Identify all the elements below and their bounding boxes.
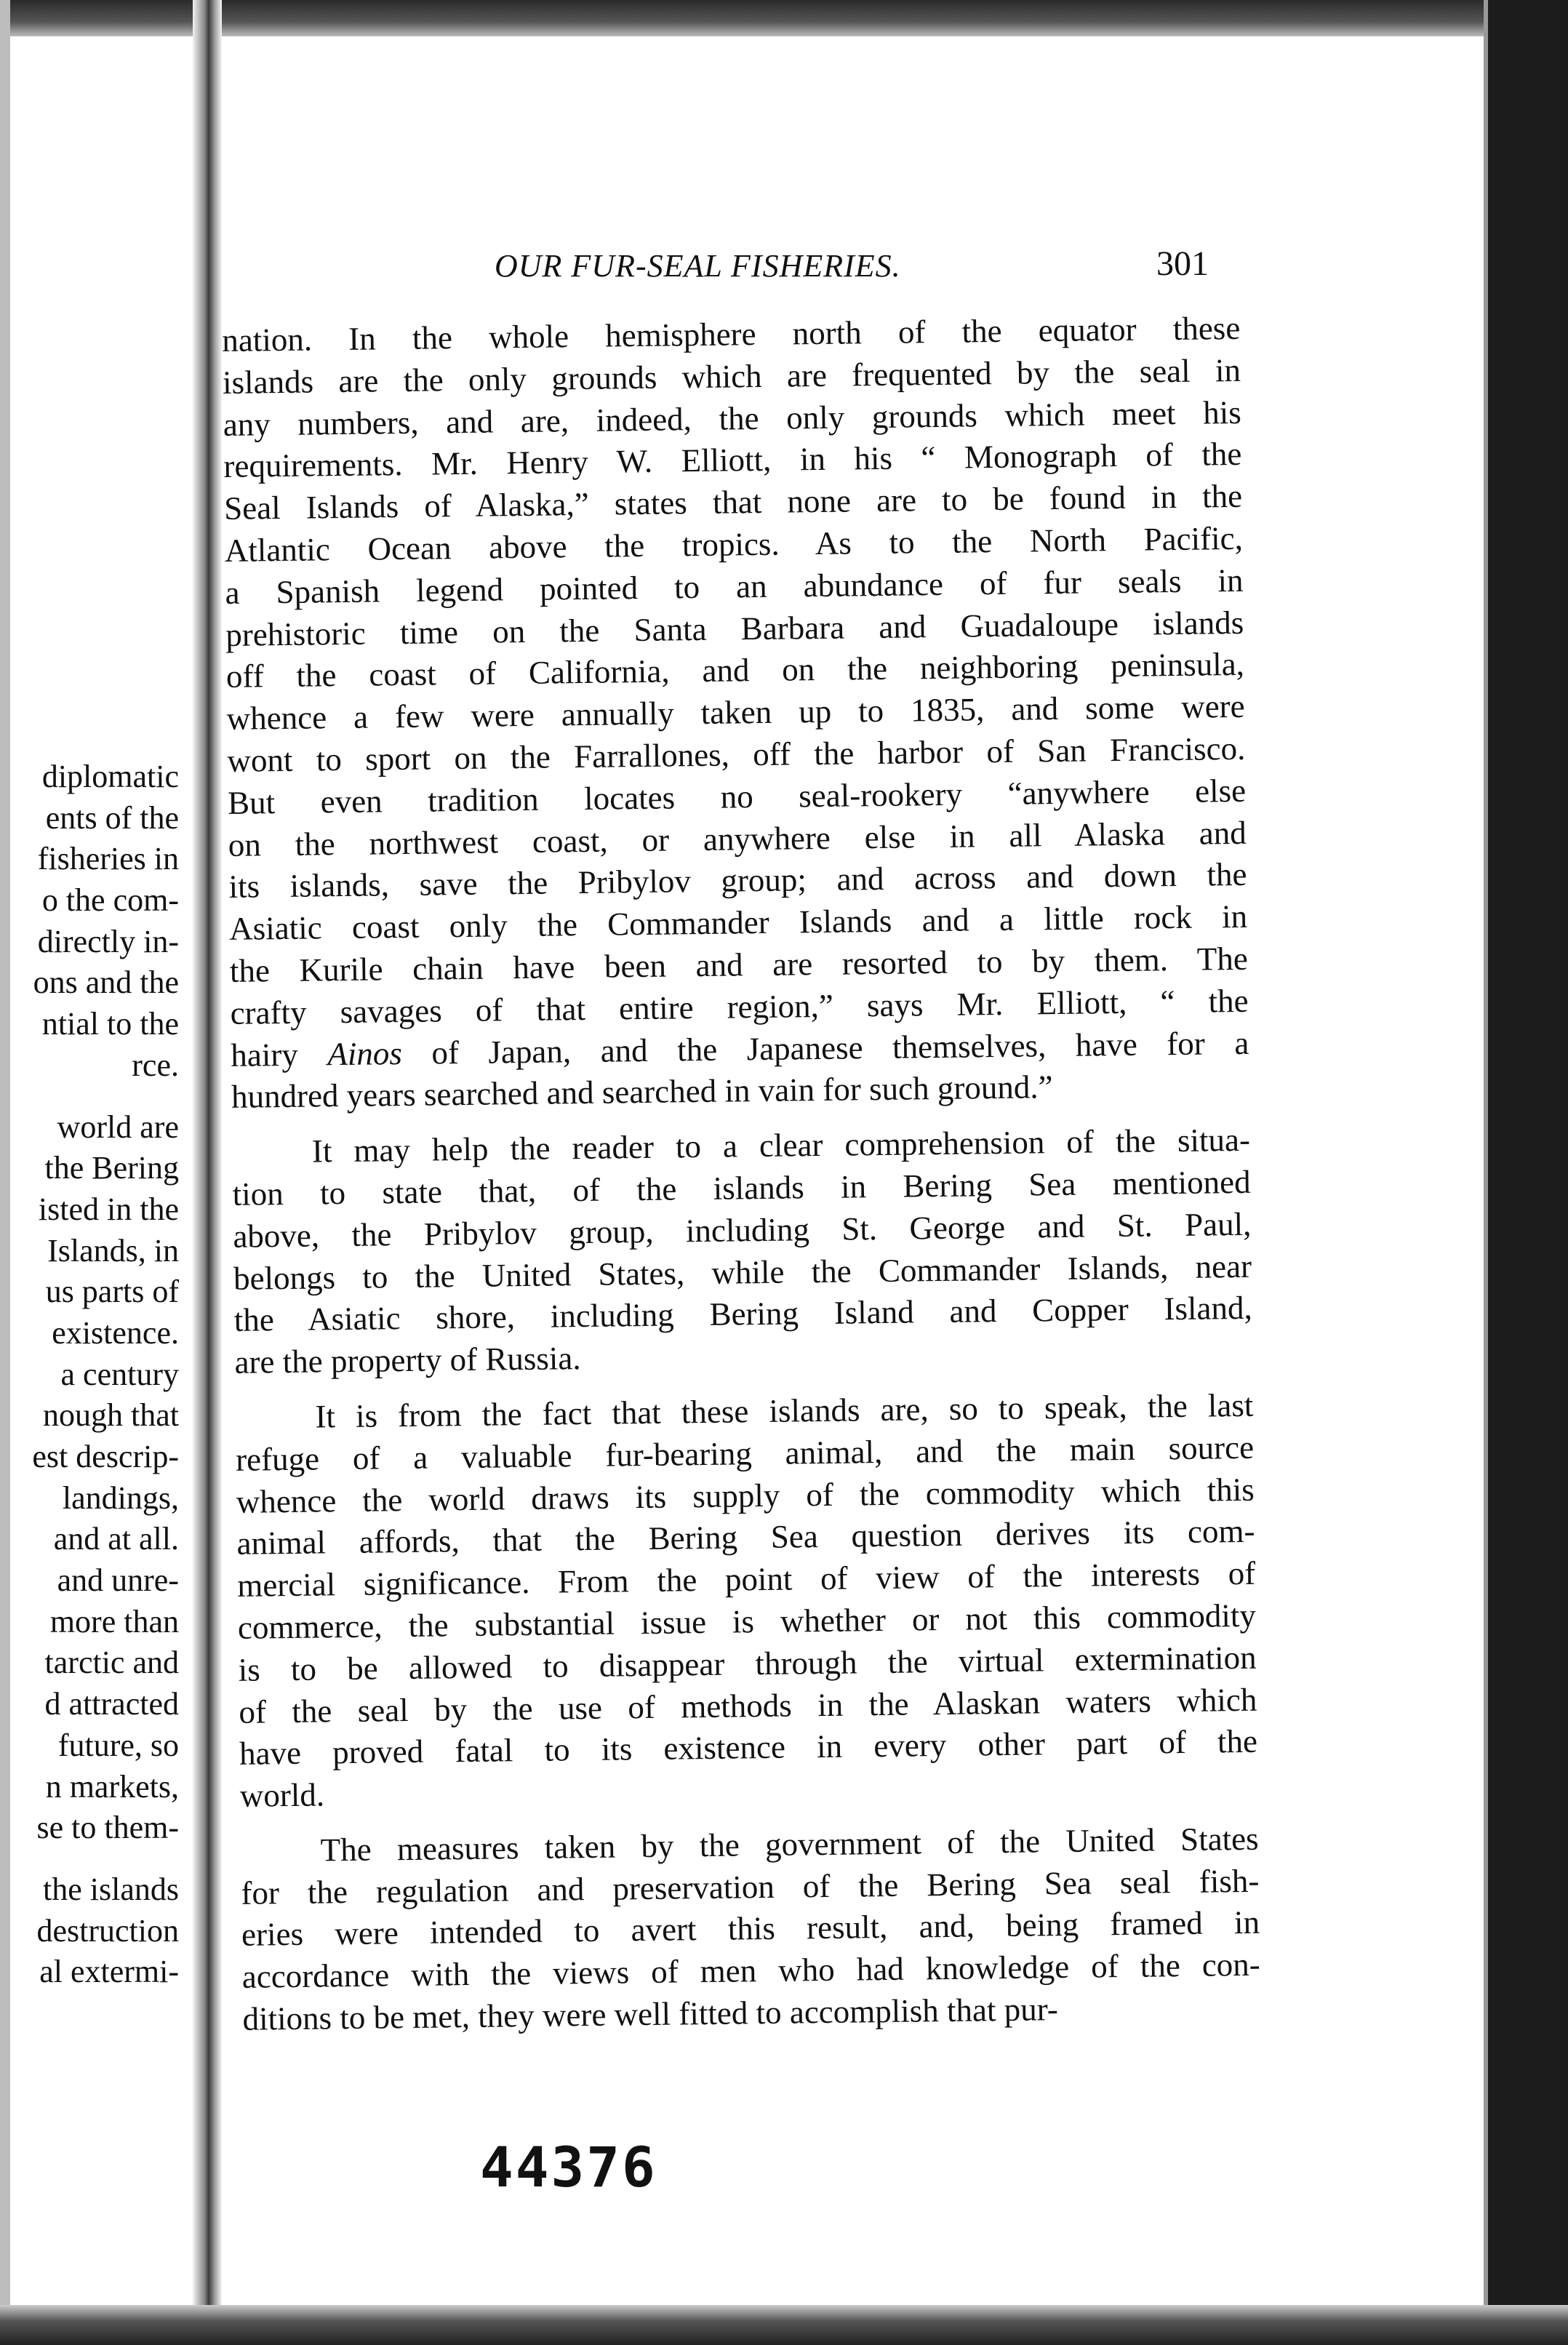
text-line: It may help the reader to a clear comprehension of the situa- xyxy=(311,1121,1251,1170)
text-line: are the property of Russia. xyxy=(234,1340,581,1381)
facing-page-line: n markets, xyxy=(45,1768,179,1805)
facing-page-line: nough that xyxy=(43,1397,179,1434)
facing-page-line: tarctic and xyxy=(44,1645,179,1681)
text-line: belongs to the United States, while the Commander Islands, near xyxy=(233,1247,1252,1297)
text-line: a Spanish legend pointed to an abundance of fur seals in xyxy=(225,562,1244,611)
text-line: Atlantic Ocean above the tropics. As to the North Pacific, xyxy=(224,519,1244,569)
text-line: the Asiatic shore, including Bering Island and Copper Island, xyxy=(233,1290,1253,1339)
text-line: on the northwest coast, or anywhere else in all Alaska and xyxy=(228,814,1247,863)
text-line: nation. In the whole hemisphere north of the equator these xyxy=(222,309,1241,359)
facing-page-gap xyxy=(10,1849,179,1869)
facing-page-line: and unre- xyxy=(57,1562,179,1599)
text-line: ditions to be met, they were well fitted to accomplish that pur- xyxy=(242,1991,1059,2037)
text-line: above, the Pribylov group, including St. George and St. Paul, xyxy=(233,1205,1252,1255)
text-line: tion to state that, of the islands in Bering Sea mentioned xyxy=(232,1163,1251,1213)
facing-page-line: more than xyxy=(49,1603,179,1639)
scan-edge-left xyxy=(0,0,10,2345)
facing-page-line: directly in- xyxy=(37,923,179,959)
facing-page-line: destruction xyxy=(36,1912,179,1949)
text-line: hundred years searched and searched in vain for such ground.” xyxy=(231,1068,1053,1116)
text-line: commerce, the substantial issue is whether or not this commodity xyxy=(237,1597,1257,1646)
text-line: mercial significance. From the point of view of the interests of xyxy=(236,1554,1256,1604)
facing-page-line: the islands xyxy=(43,1871,179,1907)
text-line: The measures taken by the government of the United States xyxy=(320,1820,1259,1869)
book-gutter xyxy=(193,0,222,2345)
facing-page-line: est descrip- xyxy=(32,1439,179,1474)
text-line: for the regulation and preservation of the Bering Sea seal fish- xyxy=(241,1862,1260,1911)
body-text xyxy=(222,308,1261,2041)
text-line: prehistoric time on the Santa Barbara and Guadaloupe islands xyxy=(225,604,1244,653)
facing-page-line: d attracted xyxy=(44,1686,179,1722)
text-line: crafty savages of that entire region,” says Mr. Elliott, “ the xyxy=(230,982,1249,1031)
facing-page-line: isted in the xyxy=(38,1191,179,1227)
facing-page-line: landings, xyxy=(62,1479,179,1516)
facing-page-line: a century xyxy=(60,1356,179,1392)
facing-page-line: fisheries in xyxy=(37,841,179,877)
facing-page-line: world are xyxy=(57,1108,179,1145)
text-line: off the coast of California, and on the neighboring peninsula, xyxy=(225,646,1245,695)
facing-page-fragment xyxy=(10,756,179,1993)
facing-page-line: rce. xyxy=(132,1047,179,1083)
facing-page-line: ntial to the xyxy=(41,1006,179,1042)
text-line: Seal Islands of Alaska,” states that none are to be found in the xyxy=(223,478,1243,527)
facing-page-line: the Bering xyxy=(44,1150,179,1186)
text-line: whence a few were annually taken up to 1835, and some were xyxy=(226,688,1245,738)
facing-page-line: ents of the xyxy=(45,799,179,836)
facing-page-gap xyxy=(10,1087,179,1107)
text-line: It is from the fact that these islands are, so to speak, the last xyxy=(315,1386,1254,1435)
text-line: of the seal by the use of methods in the Alaskan waters which xyxy=(239,1681,1257,1730)
facing-page-line: and at all. xyxy=(53,1521,179,1557)
facing-page-line: us parts of xyxy=(45,1274,179,1310)
text-line: its islands, save the Pribylov group; and across and down the xyxy=(228,856,1247,906)
text-line: hairy Ainos of Japan, and the Japanese themselves, have for a xyxy=(231,1024,1249,1074)
facing-page-line: o the com- xyxy=(41,882,179,919)
running-head: OUR FUR-SEAL FISHERIES. xyxy=(495,248,901,284)
text-line: the Kurile chain have been and are resorted to by them. The xyxy=(229,940,1249,989)
text-line: any numbers, and are, indeed, the only grounds which meet his xyxy=(223,394,1241,443)
text-line: animal affords, that the Bering Sea question derives its com- xyxy=(236,1513,1255,1562)
facing-page-line: Islands, in xyxy=(47,1232,179,1269)
text-line: whence the world draws its supply of the commodity which this xyxy=(236,1471,1255,1520)
facing-page-line: future, so xyxy=(57,1727,179,1763)
text-line: eries were intended to avert this result, and, being framed in xyxy=(241,1904,1260,1954)
scan-edge-right xyxy=(1488,0,1568,2345)
text-line: Asiatic coast only the Commander Islands and a little rock in xyxy=(228,898,1248,948)
facing-page-line: existence. xyxy=(52,1314,179,1351)
text-line: world. xyxy=(239,1776,325,1814)
text-line: wont to sport on the Farrallones, off the harbor of San Francisco. xyxy=(227,730,1246,779)
page-number: 301 xyxy=(1156,244,1209,283)
scan-edge-top xyxy=(0,0,1568,36)
catalog-stamp: 44376 xyxy=(480,2135,657,2200)
text-line: But even tradition locates no seal-rookery “anywhere else xyxy=(227,772,1247,821)
facing-page-line: diplomatic xyxy=(41,759,179,794)
text-line: accordance with the views of men who had knowledge of the con- xyxy=(241,1946,1261,1996)
facing-page-line: al extermi- xyxy=(39,1954,179,1990)
text-line: islands are the only grounds which are frequented by the seal in xyxy=(222,351,1241,401)
scan-edge-bottom xyxy=(0,2305,1568,2345)
facing-page-line: ons and the xyxy=(33,964,179,1001)
text-line: have proved fatal to its existence in every other part of the xyxy=(239,1723,1258,1773)
text-line: is to be allowed to disappear through the virtual extermination xyxy=(238,1639,1257,1688)
facing-page-line: se to them- xyxy=(36,1810,179,1846)
text-line: requirements. Mr. Henry W. Elliott, in his “ Monograph of the xyxy=(223,436,1242,485)
text-line: refuge of a valuable fur-bearing animal, and the main source xyxy=(235,1429,1255,1478)
